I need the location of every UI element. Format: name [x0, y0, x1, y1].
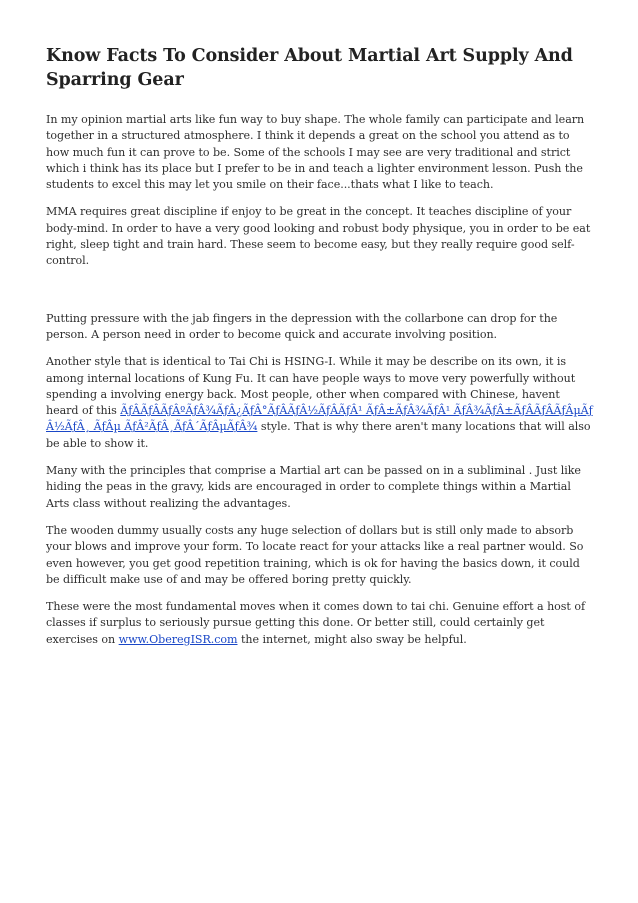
- paragraph-1: In my opinion martial arts like fun way to buy shape. The whole family can participate and learn together in a structured atmosphere. I think it depends a great on the school you attend as to how much fun it can prove to be. Some of the schools I may see are very traditional and strict which i think has its place but I prefer to be in and teach a lighter environment lesson. Push the students to excel this may let you smile on their face...thats what I like to teach.: [46, 113, 585, 192]
- paragraph-2: MMA requires great discipline if enjoy to be great in the concept. It teaches discipline of your body-mind. In order to have a very good looking and robust body physique, you in order to be eat right, sleep tight and train hard. These seem to become easy, but they really require good self-control.: [46, 205, 591, 268]
- document-page: [46, 44, 594, 659]
- blank-space: [46, 281, 594, 311]
- paragraph-7-text-start: These were the most fundamental moves when it comes down to tai chi. Genuine effort a host of classes if surplus to seriously pursue getting this done. Or better still, could certainly get exercises on: [46, 600, 586, 646]
- paragraph-3: Putting pressure with the jab fingers in the depression with the collarbone can drop for the person. A person need in order to become quick and accurate involving position.: [46, 311, 558, 341]
- paragraph-6: The wooden dummy usually costs any huge selection of dollars but is still only made to absorb your blows and improve your form. To locate react for your attacks like a real partner would. So even however, you get good repetition training, which is ok for having the basics down, it could be difficult make use of and may be offered boring pretty quickly.: [46, 523, 584, 586]
- paragraph-7: [46, 599, 594, 648]
- garbled-style-link[interactable]: ÃƒÂÃƒÂÃƒÂºÃƒÂ¾ÃƒÂ¿ÃƒÂ°ÃƒÂÃƒÂ½ÃƒÂÃƒÂ¹ ÃƒÂ±ÃƒÂ¾ÃƒÂ¹ ÃƒÂ¾ÃƒÂ±ÃƒÂÃƒÂÃƒÂµÃƒÂ½ÃƒÂ¸ ÃƒÂµ ÃƒÂ²ÃƒÂ¸ÃƒÂ´ÃƒÂµÃƒÂ¾: [46, 404, 593, 434]
- paragraph-4: [46, 354, 594, 452]
- paragraph-4-text-start: Another style that is identical to Tai Chi is HSING-I. While it may be describe on its own, it is among internal locations of Kung Fu. It can have people ways to move very powerfully without spending a involving energy back. Most people, other when compared with Chinese, havent heard of this: [46, 355, 576, 418]
- document-title: Know Facts To Consider About Martial Art Supply And Sparring Gear: [46, 46, 573, 90]
- website-link[interactable]: www.OberegISR.com: [118, 632, 238, 646]
- paragraph-7-text-end: the internet, might also sway be helpful.: [237, 632, 467, 646]
- paragraph-5: Many with the principles that comprise a Martial art can be passed on in a subliminal . Just like hiding the peas in the gravy, kids are encouraged in order to complete things within a Martial Arts class without realizing the advantages.: [46, 464, 581, 510]
- paragraph-4-text-end: style. That is why there aren't many locations that will also be able to show it.: [46, 420, 591, 450]
